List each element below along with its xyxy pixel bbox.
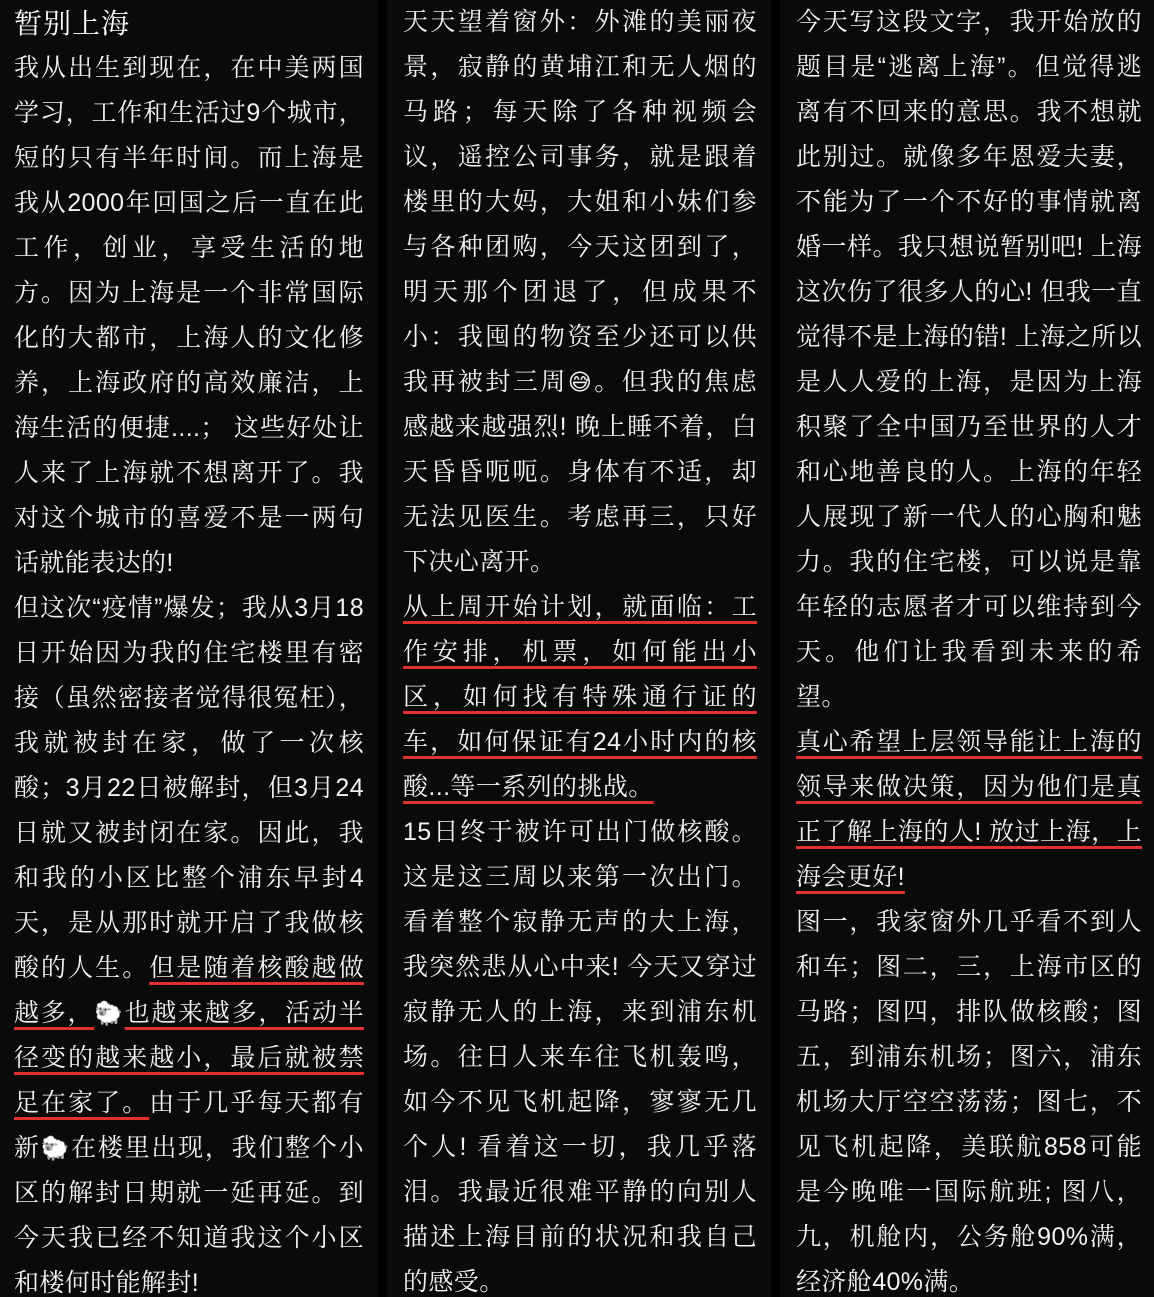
body-text: 图一，我家窗外几乎看不到人和车；图二，三，上海市区的马路；图四，排队做核酸；图五，到浦东机场；图六，浦东机场大厅空空荡荡；图七，不见飞机起降，美联航858可能是今晚唯一国际航班; 图八，九，机舱内，公务舱90%满，经济舱40%满。 — [796, 908, 1142, 1296]
body-text: 在楼里出现，我们整个小区的解封日期就一延再延。到今天我已经不知道我这个小区和楼何时能解封! — [14, 1134, 364, 1297]
paragraph — [403, 810, 757, 1297]
paragraph — [403, 585, 757, 810]
emoji-glyph: 😅 — [567, 369, 595, 395]
text-column-2 — [387, 0, 771, 1297]
body-text: 我从出生到现在，在中美两国学习，工作和生活过9个城市，短的只有半年时间。而上海是我从2000年回国之后一直在此工作，创业，享受生活的地方。因为上海是一个非常国际化的大都市，上海人的文化修养，上海政府的高效廉洁，上海生活的便捷....； 这些好处让人来了上海就不想离开了。我对这个城市的喜爱不是一两句话就能表达的! — [14, 54, 364, 577]
body-text: 天天望着窗外：外滩的美丽夜景，寂静的黄埔江和无人烟的马路；每天除了各种视频会议，遥控公司事务，就是跟着楼里的大妈，大姐和小妹们参与各种团购，今天这团到了，明天那个团退了，但成果不小：我囤的物资至少还可以供我再被封三周 — [403, 8, 757, 396]
paragraph — [796, 900, 1142, 1297]
text-column-3 — [780, 0, 1154, 1297]
body-text: 由于几乎每天都有新 — [14, 1089, 364, 1162]
body-text: 15日终于被许可出门做核酸。这是这三周以来第一次出门。看着整个寂静无声的大上海，我突然悲从心中来! 今天又穿过寂静无人的上海，来到浦东机场。往日人来车往飞机轰鸣，如今不见飞机起降，寥寥无几个人! 看着这一切，我几乎落泪。我最近很难平静的向别人描述上海目前的状况和我自己的感受。 — [403, 818, 757, 1296]
paragraph — [796, 720, 1142, 900]
column-divider — [771, 0, 780, 1297]
body-text: 但这次“疫情”爆发；我从3月18日开始因为我的住宅楼里有密接（虽然密接者觉得很冤枉），我就被封在家，做了一次核酸；3月22日被解封，但3月24日就又被封闭在家。因此，我和我的小区比整个浦东早封4天，是从那时就开启了我做核酸的人生。 — [14, 594, 364, 982]
body-text: 。但我的焦虑感越来越强烈! 晚上睡不着，白天昏昏呃呃。身体有不适，却无法见医生。考虑再三，只好下决心离开。 — [403, 368, 757, 576]
body-text: 今天写这段文字，我开始放的题目是“逃离上海”。但觉得逃离有不回来的意思。我不想就此别过。就像多年恩爱夫妻，不能为了一个不好的事情就离婚一样。我只想说暂别吧! 上海这次伤了很多人的心! 但我一直觉得不是上海的错! 上海之所以是人人爱的上海，是因为上海积聚了全中国乃至世界的人才和心地善良的人。上海的年轻人展现了新一代人的心胸和魅力。我的住宅楼，可以说是靠年轻的志愿者才可以维持到今天。他们让我看到未来的希望。 — [796, 8, 1142, 711]
paragraph — [14, 586, 364, 1297]
highlighted-text: 也越来越多，活动半径变的越来越小，最后就被禁足在家了。 — [14, 999, 365, 1117]
paragraph — [796, 0, 1142, 720]
page-title: 暂别上海 — [14, 8, 131, 39]
emoji-glyph: 🐑 — [94, 1000, 125, 1026]
highlighted-text: 但是随着核酸越做越多， — [14, 954, 364, 1027]
highlighted-text: 真心希望上层领导能让上海的领导来做决策，因为他们是真正了解上海的人! 放过上海，上海会更好! — [796, 728, 1142, 891]
highlighted-text: 从上周开始计划，就面临：工作安排，机票，如何能出小区，如何找有特殊通行证的车，如何保证有24小时内的核酸...等一系列的挑战。 — [403, 593, 757, 801]
column-divider — [378, 0, 387, 1297]
emoji-glyph: 🐑 — [40, 1135, 72, 1161]
text-column-1 — [0, 0, 378, 1297]
paragraph — [403, 0, 757, 585]
paragraph — [14, 46, 364, 586]
